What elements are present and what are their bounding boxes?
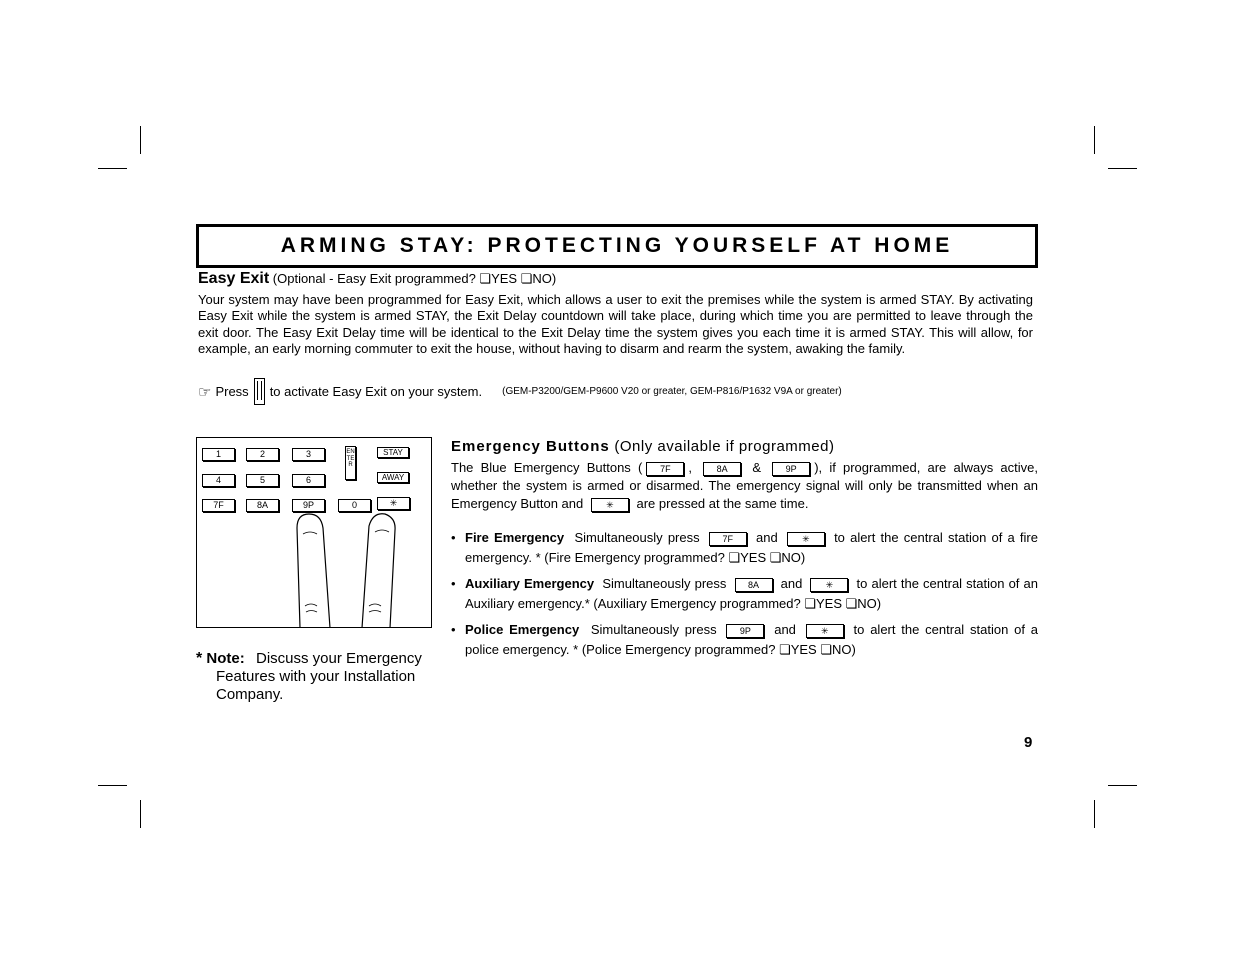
key-9p-icon: 9P — [772, 462, 810, 476]
police-and: and — [774, 622, 796, 637]
pressing-fingers-icon — [197, 438, 433, 629]
key-star-icon: ✳ — [787, 532, 825, 546]
list-item-auxiliary — [451, 574, 1038, 614]
keypad-key-8a: 8A — [246, 499, 279, 512]
key-star-icon: ✳ — [810, 578, 848, 592]
bullet-icon: • — [451, 576, 456, 591]
easy-exit-body: Your system may have been programmed for Easy Exit, which allows a user to exit the premises while the system is armed STAY. By activating Easy Exit while the system is armed STAY, the Exit Delay countdown will take place, during which time you are permitted to leave through the exit door. The Easy Exit Delay time will be identical to the Exit Delay time the system gives you each time it is armed STAY. This will allow, for example, an early morning commuter to exit the house, without having to disarm and rearm the system, awaking the family. — [198, 292, 1033, 356]
note-star: * — [196, 650, 203, 667]
page-title-box — [196, 224, 1038, 268]
fire-rest: to alert the central station of a fire emergency. * (Fire Emergency programmed? ❏YES ❏NO) — [465, 530, 1038, 565]
key-8a-icon: 8A — [735, 578, 773, 592]
keypad-key-3: 3 — [292, 448, 325, 461]
police-label: Police Emergency — [465, 622, 580, 637]
bullet-icon: • — [451, 530, 456, 545]
keypad-key-5: 5 — [246, 474, 279, 487]
fire-label: Fire Emergency — [465, 530, 565, 545]
emergency-intro-b: ), if programmed, are always active, whether the system is armed or disarmed. The emergency signal will only be transmitted when an Emergency Button and — [451, 460, 1038, 511]
easy-exit-subheading: (Optional - Easy Exit programmed? ❏YES ❏NO) — [272, 271, 557, 286]
keypad-illustration — [196, 437, 432, 628]
emergency-intro-c: are pressed at the same time. — [636, 496, 809, 511]
key-star-icon: ✳ — [806, 624, 844, 638]
keypad-key-enter: ENTER — [345, 446, 356, 480]
list-item-police — [451, 620, 1038, 660]
keypad-key-1: 1 — [202, 448, 235, 461]
emergency-heading — [451, 438, 834, 455]
crop-mark — [1108, 785, 1137, 786]
key-7f-icon: 7F — [709, 532, 747, 546]
keypad-key-6: 6 — [292, 474, 325, 487]
page-number: 9 — [1024, 734, 1033, 751]
emergency-title: Emergency Buttons — [451, 438, 610, 455]
press-note: (GEM-P3200/GEM-P9600 V20 or greater, GEM-P816/P1632 V9A or greater) — [502, 386, 842, 397]
key-star-icon: ✳ — [591, 498, 629, 512]
press-prefix: Press — [215, 384, 249, 399]
sep-amp: & — [752, 460, 761, 475]
emergency-intro — [451, 459, 1038, 513]
police-rest: to alert the central station of a police emergency. * (Police Emergency programmed? ❏YES ❏NO) — [465, 622, 1038, 657]
key-9p-icon: 9P — [726, 624, 764, 638]
keypad-key-4: 4 — [202, 474, 235, 487]
auxiliary-and: and — [780, 576, 803, 591]
bullet-icon: • — [451, 622, 456, 637]
crop-mark — [1094, 800, 1095, 828]
auxiliary-rest: to alert the central station of an Auxiliary emergency.* (Auxiliary Emergency programmed? ❏YES ❏NO) — [465, 576, 1038, 611]
emergency-list — [451, 528, 1038, 666]
police-press: Simultaneously press — [590, 622, 717, 637]
keypad-key-star: ✳ — [377, 497, 410, 510]
crop-mark — [1108, 168, 1137, 169]
list-item-fire — [451, 528, 1038, 568]
keypad-key-7f: 7F — [202, 499, 235, 512]
note-label: Note: — [206, 650, 245, 667]
crop-mark — [140, 800, 141, 828]
note-text: Discuss your Emergency Features with your Installation Company. — [216, 650, 422, 703]
auxiliary-press: Simultaneously press — [602, 576, 727, 591]
auxiliary-label: Auxiliary Emergency — [465, 576, 595, 591]
keypad-key-2: 2 — [246, 448, 279, 461]
emergency-subheading: (Only available if programmed) — [614, 438, 835, 455]
easy-exit-title: Easy Exit — [198, 270, 270, 287]
note-block — [196, 650, 436, 704]
sep-comma: , — [688, 460, 692, 475]
fire-press: Simultaneously press — [574, 530, 700, 545]
keypad-key-stay: STAY — [377, 447, 409, 458]
keypad-key-0: 0 — [338, 499, 371, 512]
easy-exit-heading — [198, 270, 556, 288]
keypad-key-9p: 9P — [292, 499, 325, 512]
fire-and: and — [755, 530, 778, 545]
easy-exit-instruction — [198, 378, 842, 405]
crop-mark — [1094, 126, 1095, 154]
page-title: ARMING STAY: PROTECTING YOURSELF AT HOME — [280, 234, 954, 257]
key-7f-icon: 7F — [646, 462, 684, 476]
enter-key-icon — [254, 378, 265, 405]
crop-mark — [98, 785, 127, 786]
key-8a-icon: 8A — [703, 462, 741, 476]
crop-mark — [140, 126, 141, 154]
crop-mark — [98, 168, 127, 169]
keypad-key-away: AWAY — [377, 472, 409, 483]
emergency-intro-a: The Blue Emergency Buttons ( — [451, 460, 643, 475]
press-suffix: to activate Easy Exit on your system. — [269, 384, 483, 399]
pointing-hand-icon: ☞ — [198, 383, 212, 401]
